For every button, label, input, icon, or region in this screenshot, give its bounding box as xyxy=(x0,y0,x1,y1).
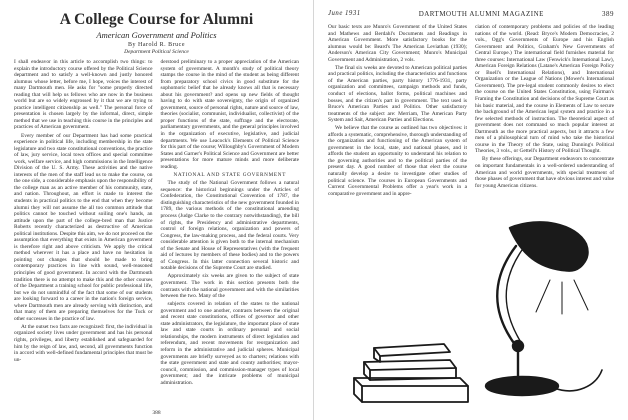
paragraph: Approximately six weeks are given to the subject of state government. The work in this section presents both the contrasts with the national government and with the similarities between the two. Many of the xyxy=(160,273,299,300)
left-column-1 xyxy=(14,59,153,388)
left-page-columns xyxy=(14,59,299,388)
page-number: 388 xyxy=(152,410,161,416)
right-page xyxy=(314,0,628,420)
lamp-cord xyxy=(554,370,602,391)
paragraph: At the outset two facts are recognized: first, the individual in organized society lives under government and has his personal rights, privileges, and liberty established and safeguarded for him by the reign of law, and, second, all governments function in accord with well-defined fundamental principles that must be un- xyxy=(14,323,153,363)
paragraph: ciation of contemporary problems and policies of the leading nations of the world. (Read: Bryce's Modern Democracies, 2 vols., Ogg's Governments of Europe and his English Government and Politics, Graham's New Governments of Central Europe.) The international field furnishes material for three courses: International Law (Fenwick's International Law), American Foreign Relations (Latane's American Foreign Policy or Buell's International Relations), and International Organization or the League of Nations (Mower's International Government). The pre-legal student commonly desires to elect the course on the United States Constitution, using Fairman's Framing the Constitution and decisions of the Supreme Court as his basic material, and the course in Elements of Law to secure the background of the American legal system and practice in a few selected methods of instruction. The theoretical aspect of government does not command so much popular interest at Dartmouth as the more practical aspects, but it attracts a few men of a philosophical turn of mind who take the historical course in the Theory of the State, using Dunning's Political Theories, 3 vols., or Gettell's History of Political Thought. xyxy=(475,24,614,155)
page-number: 389 xyxy=(602,10,614,18)
paragraph: The study of the National Government follows a natural sequence: the historical beginnings under the Articles of Confederation, the Constitutional Convention of 1787, the distinguishing characteristics of the new government founded in 1789, the various methods of the constitutional amending process (Judge Clarke to the contrary notwithstanding), the bill of rights, the Presidency and administrative departments, control of foreign relations, organization and powers of Congress, the law-making process, and the federal courts. Very considerable attention is given both to the internal mechanism of the Senate and House of Representatives (with the frequent aid of lectures by members of these bodies) and to the powers of Congress. In this latter connection several historic and notable decisions of the Supreme Court are studied. xyxy=(160,180,299,272)
desk-lamp-illustration xyxy=(340,210,610,410)
byline-role: Department Political Science xyxy=(124,49,189,55)
right-column-1 xyxy=(328,24,467,199)
magazine-title: DARTMOUTH ALUMNI MAGAZINE xyxy=(418,10,544,18)
lamp-base xyxy=(486,377,558,395)
paragraph: subjects covered in relation of the states to the national government and to one another, contrasts between the original and recent state constitutions, offices of governor and other state administrators, the legislature, the important place of state law and state courts in ordinary personal and social relationships, the modern instruments of direct legislation and referendum, and recent movements for reorganization and reform in the administrative and judicial spheres. Municipal governments are briefly surveyed as to charters; relations with the state government and state and county authorities; mayor-council, commission, and commission-manager types of local government; and the intricate problems of municipal administration. xyxy=(160,301,299,386)
left-column-2 xyxy=(161,59,300,388)
book-stack xyxy=(354,344,468,402)
paragraph: I shall endeavor in this article to accomplish two things: to explain the introductory course offered by the Political Science department and to satisfy a well-known and justly honored alumnus whose letter, before me, I hope, voices the interest of many Dartmouth men. He asks for "some properly directed reading that will help us fellows who are now in the business world but are so widely engrossed by it that we are trying to practice intelligent citizenship as well." The personal force of presentation is chosen largely by the informal, direct, simple method that we use in teaching this course in the principles and practices of American government. xyxy=(14,59,153,131)
section-heading: NATIONAL AND STATE GOVERNMENT xyxy=(173,172,287,179)
article-title: A College Course for Alumni xyxy=(59,11,254,28)
paragraph: We believe that the course as outlined has two objectives: it affords a systematic, comprehensive, thorough understanding of the organization and functioning of the American system of government in the local, state, and national phases, and it affords the student an opportunity to understand his relation to the governing authorities and to the political parties of the present day. A good number of those that elect the course naturally develop a desire to investigate other studies of political science. The courses in European Governments and Current Governmental Problems offer a year's work in a comparative government and in appre- xyxy=(328,125,467,197)
paragraph: The final six weeks are devoted to American political parties and practical politics, including the characteristics and functions of the American parties, party history 1776-1931, party organization and committees, campaign methods and funds, conduct of elections, ballot forms, political machines and bosses, and the citizen's part in government. The text used is Bruce's American Parties and Politics. Other satisfactory treatments of the subject are: Merriam, The American Party System and Sait, American Parties and Elections. xyxy=(328,64,467,124)
lamp-shade xyxy=(510,222,588,270)
right-page-columns xyxy=(328,24,614,199)
paragraph: derstood preliminary to a proper appreciation of the American system of government. A month's study of political theory stamps the course in the mind of the student as being different from preparatory school civics in good substitute for the sophomoric belief that he already knows all that is necessary about his government? and opens up new fields of thought having to do with state sovereignty, the origin of organized government, source of personal rights, nature and source of law, theories (socialist, communist, individualist, collectivist) of the proper functions of the state, suffrage and the electorate, parliamentary governments, and the general principles involved in the organization of executive, legislative, and judicial departments. We use Leacock's Elements of Political Science for this part of the course; Willoughby's Government of Modern States and Garner's Political Science and Government are better presentations for more mature minds and more deliberate reading. xyxy=(160,59,299,170)
right-column-2 xyxy=(475,24,614,199)
article-subtitle: American Government and Politics xyxy=(96,30,217,40)
paragraph: Our basic texts are Munro's Government of the United States and Mathews and Berdahl's Documents and Readings in American Government. More satisfactory books for the alumnus would be: Beard's The American Leviathan (1930); Anderson's American City Government; Munro's Municipal Government and Administration, 2 vols. xyxy=(328,24,467,63)
paragraph: Every member of our Department has had some practical experience in political life, including membership in the state legislature and two state constitutional conventions, the practice of law, jury service, local town offices and special committee work, welfare service, and high commissions in the Intelligence Division of the U. S. Army. These activities and the native interests of the men of the staff lead us to make the course, on the one side, a considerable emphasis upon the responsibility of the college man as an active member of his community, state, and nation. Throughout, an effort is made to interest the students in practical politics to the end that when they become alumni they will not assume the all too common attitude that politics cannot be touched without soiling one's hands, an attitude upon the part of the college-bred man that Justice Roberts recently characterized as destructive of American political institutions. Despite this aim, we do not proceed on the assumption that everything that exists in American government is therefore right and above criticism. We apply the critical method wherever it has a place and have no hesitation in pointing out changes that should be made to bring contemporary practices in line with sound, well-reasoned principles of good government. In accord with the Dartmouth tradition there is no attempt to make this and the other courses of the Department a training school for public professional life, but we do not unmindful of the fact that some of our students are looking forward to a career in the nation's foreign service, where Dartmouth men are already serving with distinction, and that many of them are preparing themselves for the Tuck or other successes in the practice of law. xyxy=(14,132,153,322)
paragraph: By these offerings, our Department endeavors to concentrate on important fundamentals in a well-ordered understanding of American and world governments, with special treatment of those phases of government that have obvious interest and value for young American citizens. xyxy=(475,156,614,189)
issue-date: June 1931 xyxy=(328,10,361,17)
byline: By Harold R. Bruce xyxy=(128,42,185,48)
running-head xyxy=(328,10,614,18)
